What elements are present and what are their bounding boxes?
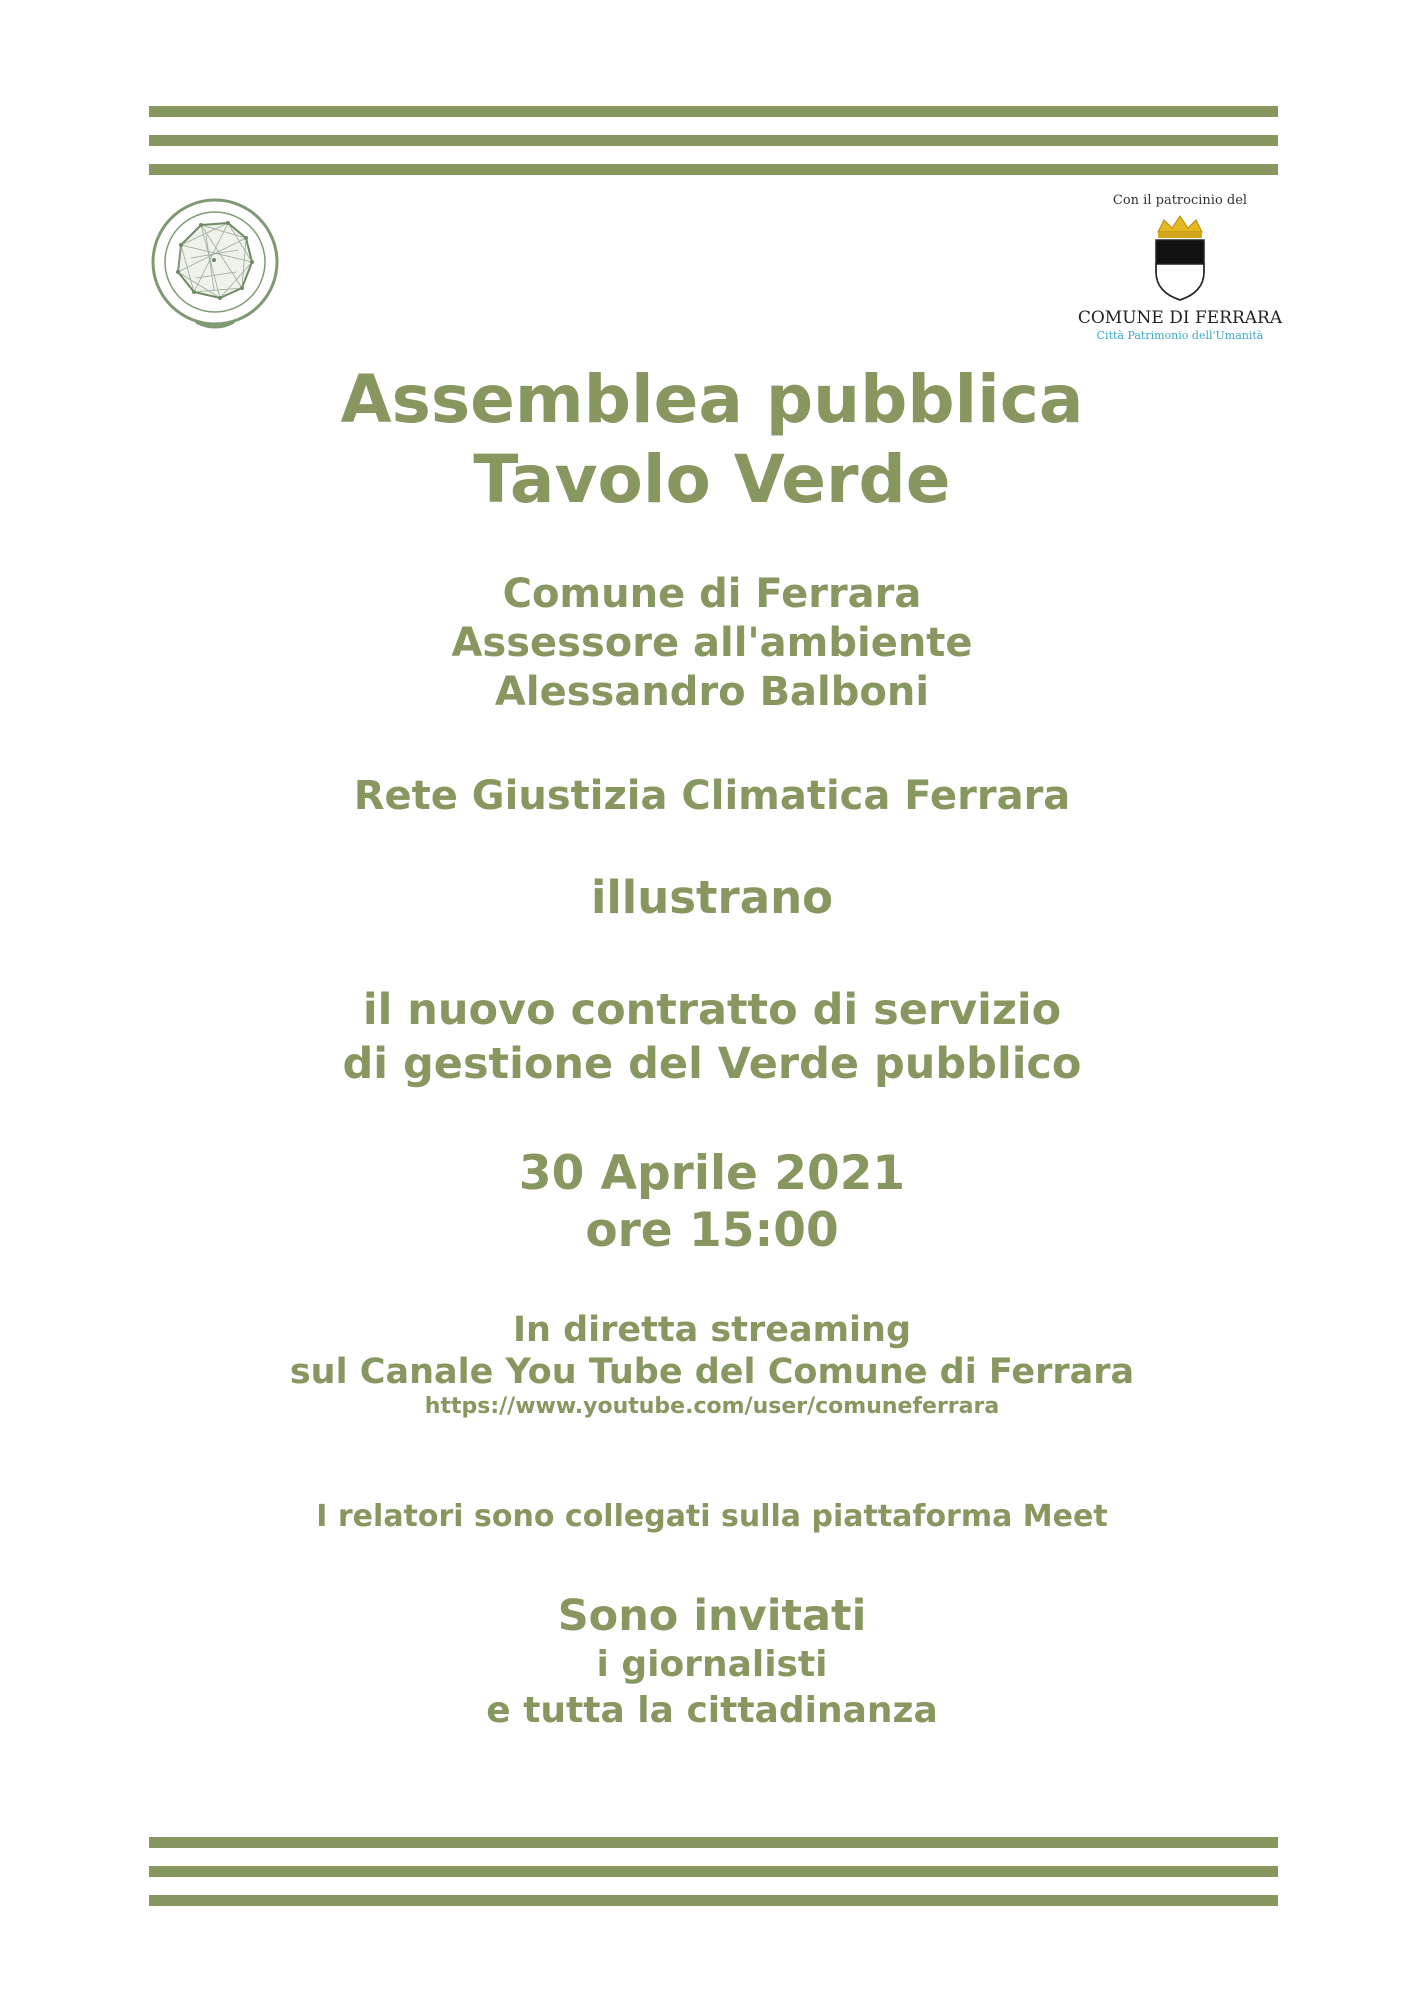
comune-name: COMUNE DI FERRARA (1077, 308, 1283, 328)
date-block (0, 1145, 1424, 1259)
stripe (149, 164, 1278, 175)
patronage-text: Con il patrocinio del (1112, 193, 1248, 208)
invite-line-3: e tutta la cittadinanza (486, 1690, 938, 1731)
stripe (149, 1866, 1278, 1877)
stripe (149, 135, 1278, 146)
comune-subtitle: Città Patrimonio dell'Umanità (1096, 329, 1264, 342)
presenters-block (0, 570, 1424, 717)
invite-line-2: i giornalisti (596, 1644, 828, 1685)
top-stripes (149, 106, 1278, 175)
topic-line-1: il nuovo contratto di servizio (362, 985, 1062, 1035)
streaming-line-1: In diretta streaming (512, 1310, 912, 1350)
page-title (0, 360, 1424, 520)
comune-ferrara-logo (1070, 193, 1290, 343)
event-time: ore 15:00 (585, 1203, 839, 1258)
presenter-line-1: Comune di Ferrara (502, 571, 922, 617)
stripe (149, 1895, 1278, 1906)
event-date: 30 Aprile 2021 (518, 1146, 906, 1201)
rete-giustizia-climatica-logo-icon (146, 190, 284, 340)
meet-note: I relatori sono collegati sulla piattaforma Meet (316, 1499, 1108, 1534)
stripe (149, 106, 1278, 117)
stripe (149, 1837, 1278, 1848)
title-line-1: Assemblea pubblica (340, 361, 1084, 438)
topic-line-2: di gestione del Verde pubblico (342, 1039, 1082, 1089)
presenter-line-3: Alessandro Balboni (494, 669, 930, 715)
rete-line: Rete Giustizia Climatica Ferrara (353, 773, 1071, 819)
ferrara-coat-of-arms-icon (1150, 212, 1210, 302)
invite-block (0, 1590, 1424, 1734)
topic-block (0, 983, 1424, 1091)
streaming-line-2: sul Canale You Tube del Comune di Ferrara (289, 1352, 1135, 1392)
presenter-line-2: Assessore all'ambiente (451, 620, 973, 666)
verb-line: illustrano (590, 871, 834, 924)
rete-giustizia-climatica-logo (146, 190, 284, 340)
streaming-block (0, 1309, 1424, 1421)
youtube-url[interactable]: https://www.youtube.com/user/comuneferrara (424, 1394, 1000, 1419)
title-line-2: Tavolo Verde (473, 441, 951, 518)
bottom-stripes (149, 1837, 1278, 1906)
invite-line-1: Sono invitati (557, 1591, 867, 1641)
